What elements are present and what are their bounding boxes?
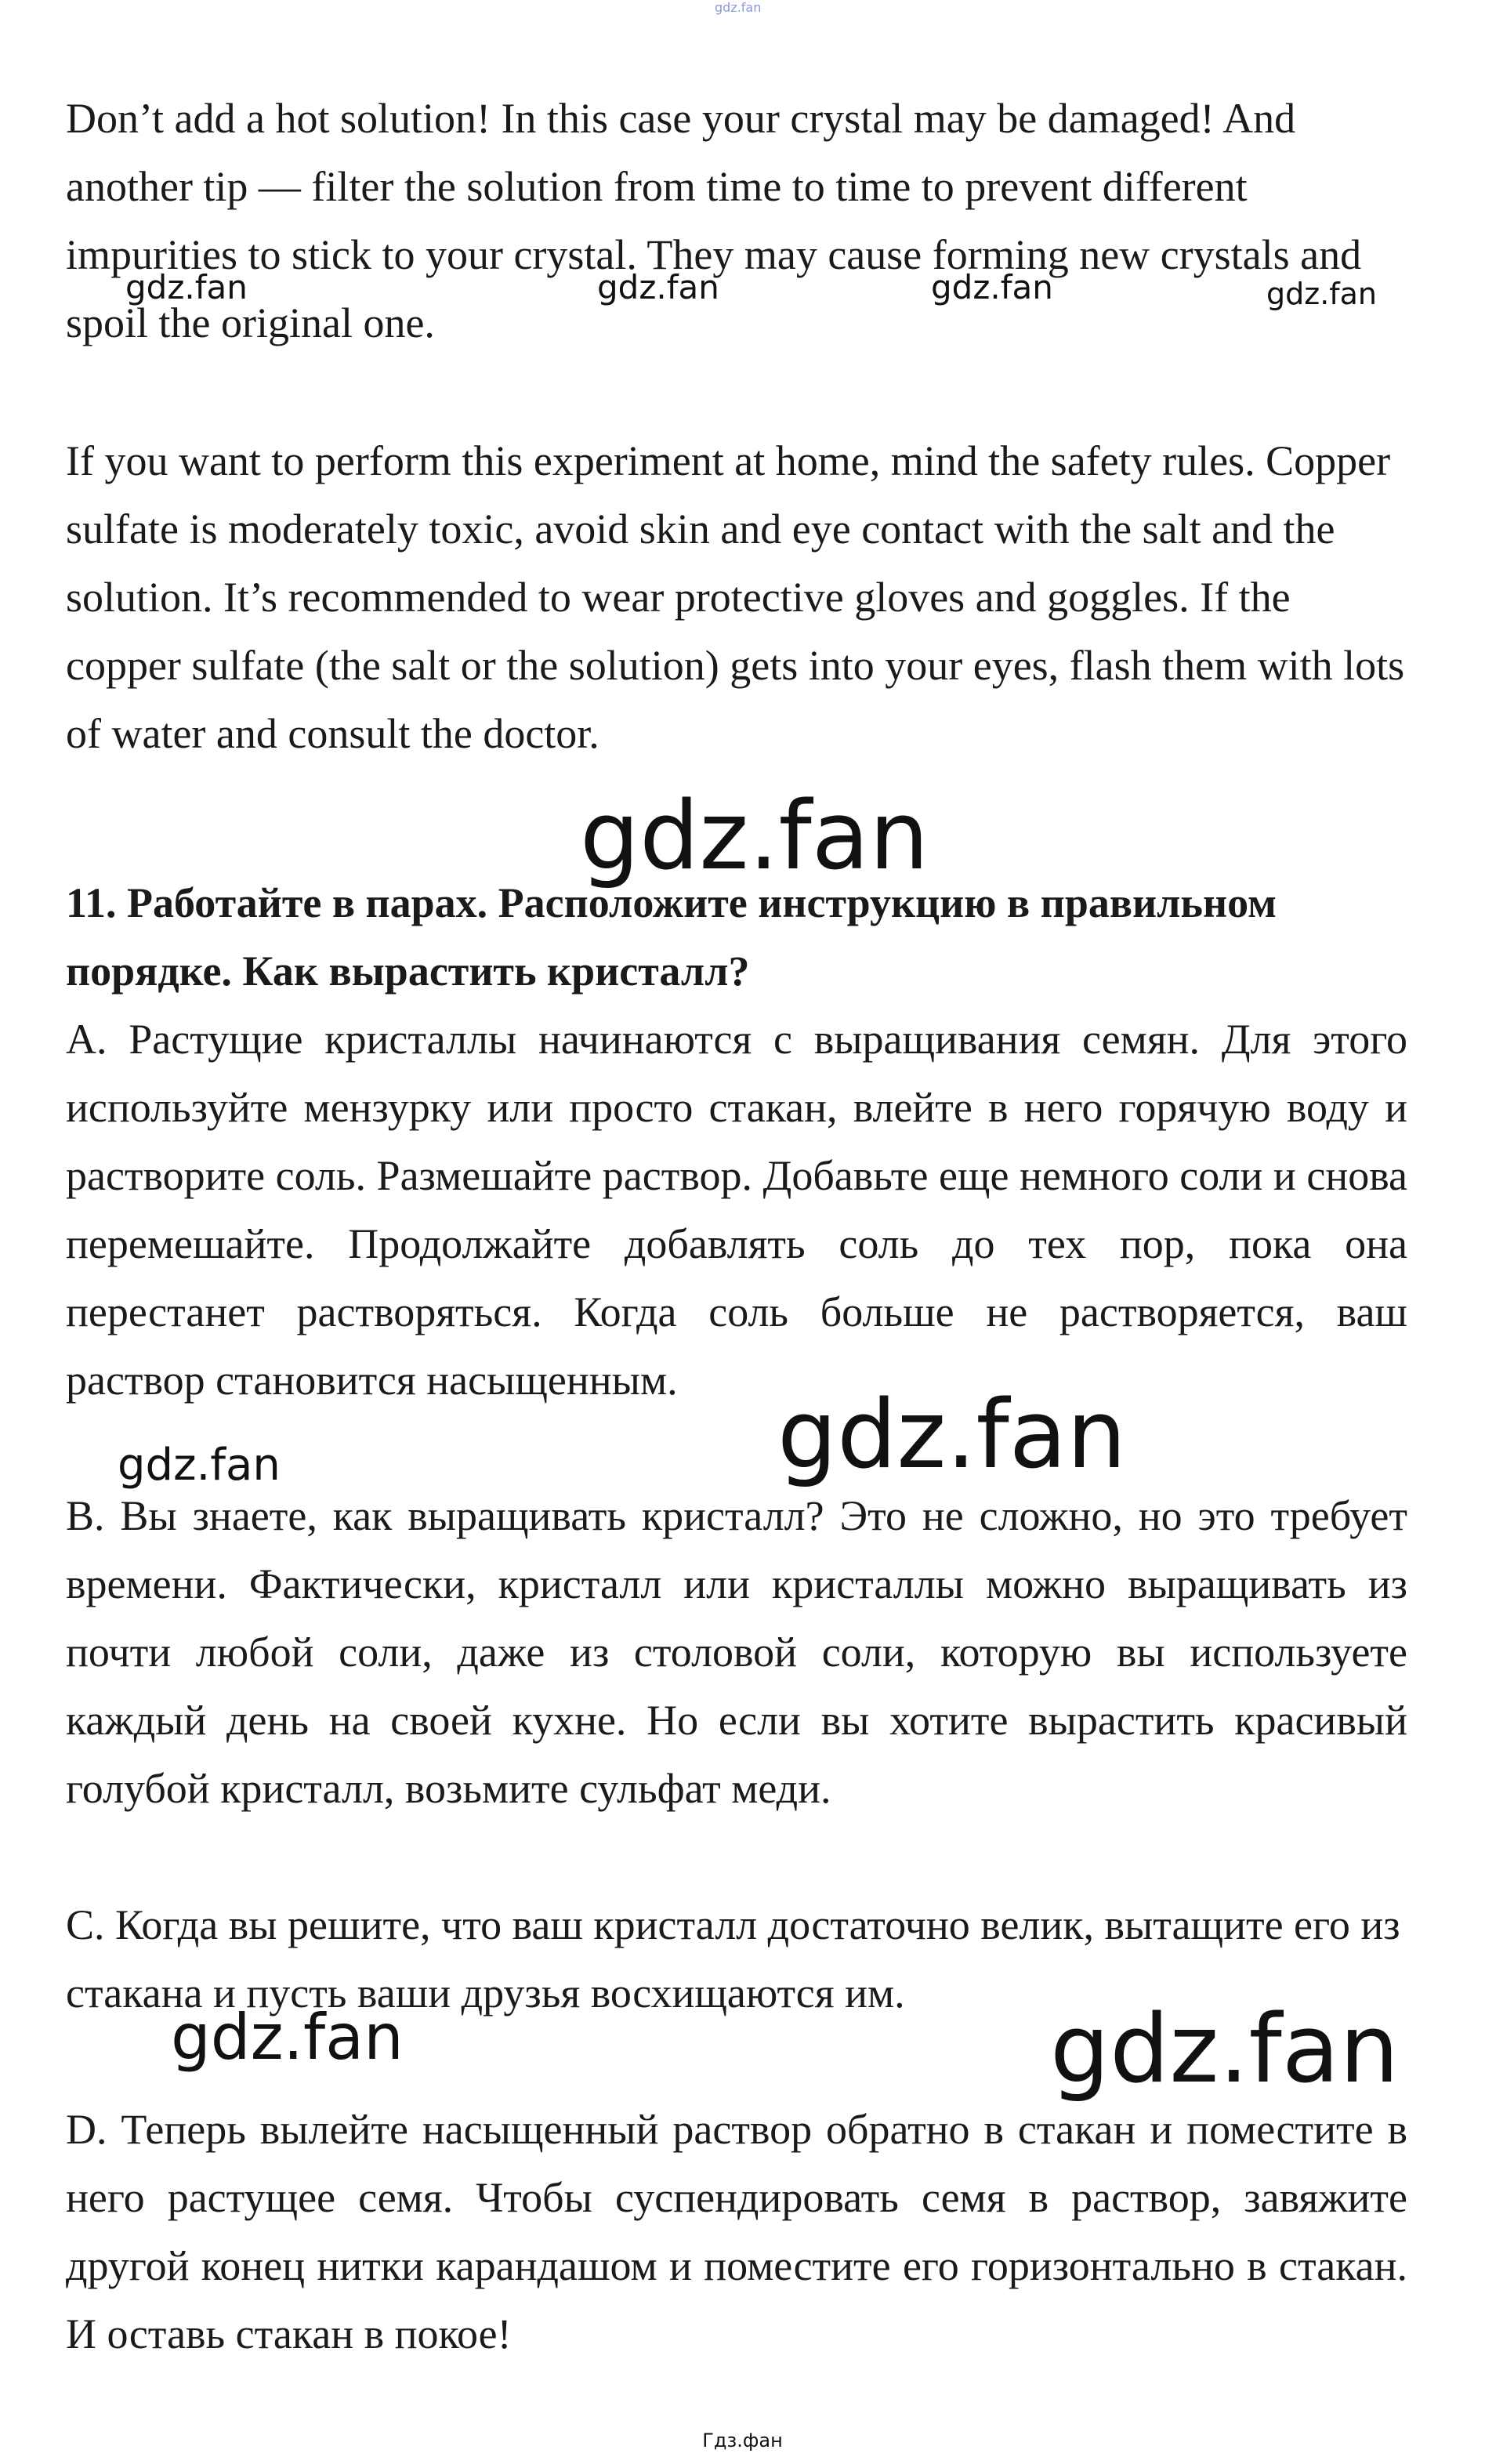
watermark: gdz.fan [597, 268, 719, 306]
watermark: gdz.fan [1050, 1995, 1400, 2104]
watermark: gdz.fan [1266, 277, 1378, 311]
watermark: gdz.fan [171, 2001, 404, 2074]
watermark: gdz.fan [125, 268, 248, 306]
paragraph-d: D. Теперь вылейте насыщенный раствор обратно в стакан и поместите в него растущее семя. Чтобы суспендировать семя в раствор, завяжите другой конец нитки карандашом и поместите его горизонтально в стакан. И оставь стакан в покое! [66, 2106, 1407, 2357]
page-footer: Гдз.фан [702, 2430, 783, 2451]
watermark: gdz.fan [580, 782, 929, 891]
paragraph-a: A. Растущие кристаллы начинаются с выращивания семян. Для этого используйте мензурку или просто стакан, влейте в него горячую воду и растворите соль. Размешайте раствор. Добавьте еще немного соли и снова перемешайте. Продолжайте добавлять соль до тех пор, пока она перестанет растворяться. Когда соль больше не растворяется, ваш раствор становится насыщенным. [66, 1016, 1407, 1404]
paragraph-hot-solution-tip: Don’t add a hot solution! In this case your crystal may be damaged! And another tip — filter the solution from time to time to prevent different impurities to stick to your crystal. They may cause forming new crystals and spoil the original one. [66, 95, 1362, 346]
header-watermark: gdz.fan [715, 0, 762, 15]
watermark: gdz.fan [118, 1440, 281, 1491]
paragraph-b: B. Вы знаете, как выращивать кристалл? Это не сложно, но это требует времени. Фактически, кристалл или кристаллы можно выращивать из почти любой соли, даже из столовой соли, которую вы используете каждый день на своей кухне. Но если вы хотите вырастить красивый голубой кристалл, возьмите сульфат меди. [66, 1492, 1407, 1812]
task-heading: 11. Работайте в парах. Расположите инструкцию в правильном порядке. Как вырастить кристалл? [66, 879, 1277, 995]
watermark: gdz.fan [931, 268, 1053, 306]
paragraph-safety-rules: If you want to perform this experiment at home, mind the safety rules. Copper sulfate is moderately toxic, avoid skin and eye contact with the salt and the solution. It’s recommended to wear protective gloves and goggles. If the copper sulfate (the salt or the solution) gets into your eyes, flash them with lots of water and consult the doctor. [66, 437, 1405, 757]
paragraph-c: C. Когда вы решите, что ваш кристалл достаточно велик, вытащите его из стакана и пусть ваши друзья восхищаются им. [66, 1901, 1400, 2016]
watermark: gdz.fan [777, 1381, 1127, 1490]
